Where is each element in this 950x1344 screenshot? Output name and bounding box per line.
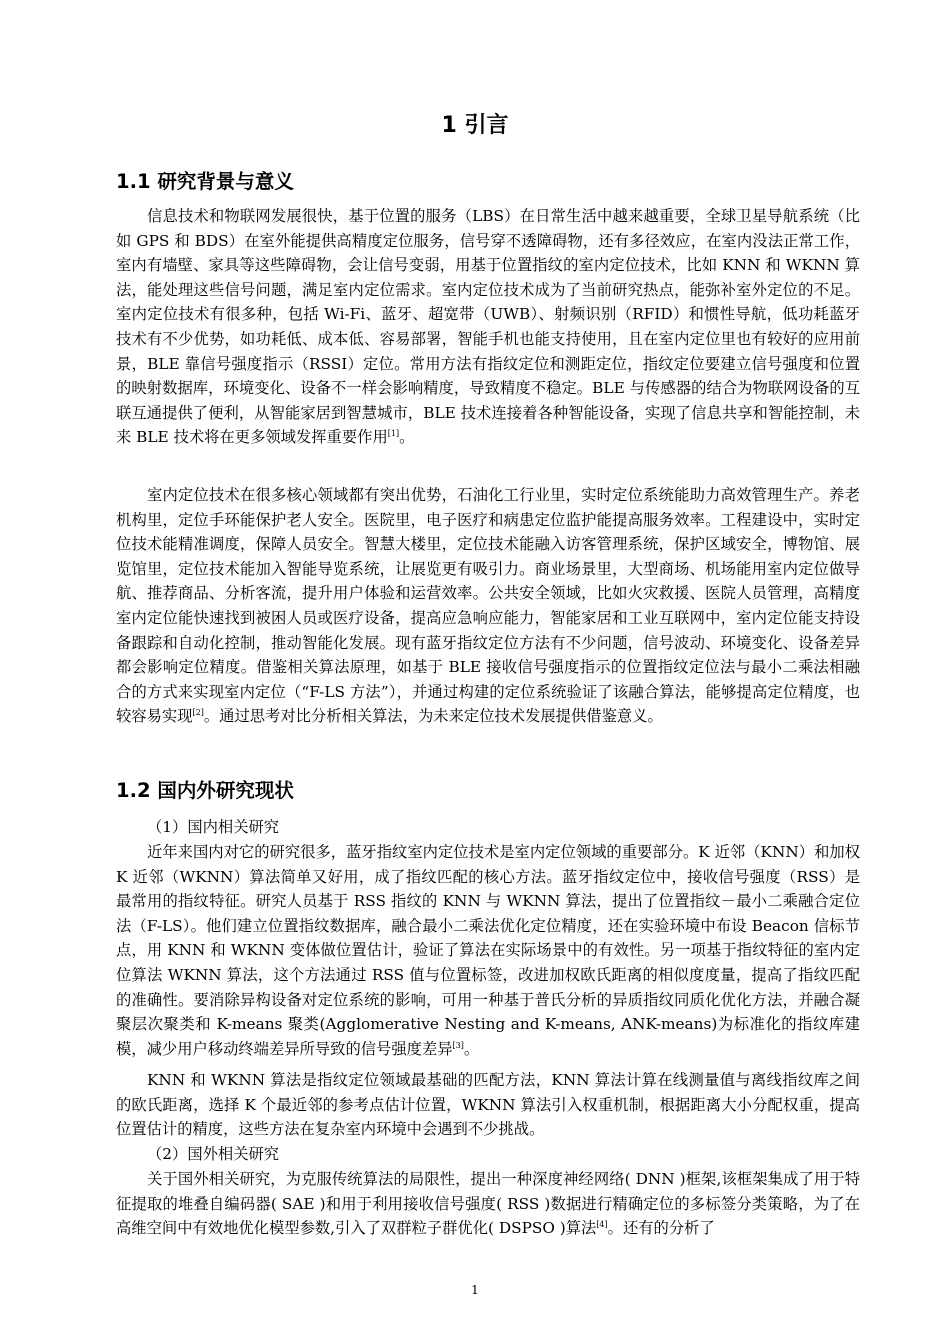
citation-ref: [1] [387, 429, 400, 439]
citation-ref: [4] [596, 1220, 608, 1230]
paragraph-domestic-1 [116, 840, 860, 1061]
paragraph-domestic-2 [116, 1068, 860, 1142]
paragraph-end: 。 [399, 428, 415, 447]
paragraph-end: 。通过思考对比分析相关算法，为未来定位技术发展提供借鉴意义。 [203, 707, 663, 726]
paragraph-text: 近年来国内对它的研究很多，蓝牙指纹室内定位技术是室内定位领域的重要部分。K 近邻（KNN）和加权 K 近邻（WKNN）算法简单又好用，成了指纹匹配的核心方法。蓝牙指纹定位中，接收信号强度（RSS）是最常用的指纹特征。研究人员基于 RSS 指纹的 KNN 与 WKNN 算法，提出了位置指纹－最小二乘融合定位法（F-LS）。他们建立位置指纹数据库，融合最小二乘法优化定位精度，还在实验环境中布设 Beacon 信标节点，用 KNN 和 WKNN 变体做位置估计，验证了算法在实际场景中的有效性。另一项基于指纹特征的室内定位算法 WKNN 算法，这个方法通过 RSS 值与位置标签，改进加权欧氏距离的相似度度量，提高了指纹匹配的准确性。要消除异构设备对定位系统的影响，可用一种基于普氏分析的异质指纹同质化优化方法，并融合凝聚层次聚类和 K-means 聚类(Agglomerative Nesting and K-means, ANK-means)为标准化的指纹库建模，减少用户移动终端差异所导致的信号强度差异 [116, 843, 860, 1058]
subsection-label-foreign: （2）国外相关研究 [147, 1145, 280, 1163]
paragraph-text: 室内定位技术在很多核心领域都有突出优势，石油化工行业里，实时定位系统能助力高效管理生产。养老机构里，定位手环能保护老人安全。医院里，电子医疗和病患定位监护能提高服务效率。工程建设中，实时定位技术能精准调度，保障人员安全。智慧大楼里，定位技术能融入访客管理系统，保护区域安全，博物馆、展览馆里，定位技术能加入智能导览系统，让展览更有吸引力。商业场景里，大型商场、机场能用室内定位做导航、推荐商品、分析客流，提升用户体验和运营效率。公共安全领域，比如火灾救援、医院人员管理，高精度室内定位能快速找到被困人员或医疗设备，提高应急响应能力，智能家居和工业互联网中，室内定位能支持设备跟踪和自动化控制，推动智能化发展。现有蓝牙指纹定位方法有不少问题，信号波动、环境变化、设备差异都会影响定位精度。借鉴相关算法原理，如基于 BLE 接收信号强度指示的位置指纹定位法与最小二乘法相融合的方式来实现室内定位（“F-LS 方法”），并通过构建的定位系统验证了该融合算法，能够提高定位精度，也较容易实现 [116, 486, 860, 726]
paragraph-text: 关于国外相关研究，为克服传统算法的局限性，提出一种深度神经网络( DNN )框架,该框架集成了用于特征提取的堆叠自编码器( SAE )和用于利用接收信号强度( RSS )数据进行精确定位的多标签分类策略，为了在高维空间中有效地优化模型参数,引入了双群粒子群优化( DSPSO )算法 [116, 1170, 860, 1238]
paragraph-text: 信息技术和物联网发展很快，基于位置的服务（LBS）在日常生活中越来越重要，全球卫星导航系统（比如 GPS 和 BDS）在室外能提供高精度定位服务，信号穿不透障碍物，还有多径效应，在室内没法正常工作，室内有墙壁、家具等这些障碍物，会让信号变弱，用基于位置指纹的室内定位技术，比如 KNN 和 WKNN 算法，能处理这些信号问题，满足室内定位需求。室内定位技术成为了当前研究热点，能弥补室外定位的不足。室内定位技术有很多种，包括 Wi-Fi、蓝牙、超宽带（UWB）、射频识别（RFID）和惯性导航，低功耗蓝牙技术有不少优势，如功耗低、成本低、容易部署，智能手机也能支持使用，且在室内定位里也有较好的应用前景，BLE 靠信号强度指示（RSSI）定位。常用方法有指纹定位和测距定位，指纹定位要建立信号强度和位置的映射数据库，环境变化、设备不一样会影响精度，导致精度不稳定。BLE 与传感器的结合为物联网设备的互联互通提供了便利，从智能家居到智慧城市，BLE 技术连接着各种智能设备，实现了信息共享和智能控制，未来 BLE 技术将在更多领域发挥重要作用 [116, 207, 860, 447]
section-title-background: 1.1 研究背景与意义 [116, 170, 294, 193]
subsection-label-domestic: （1）国内相关研究 [147, 818, 280, 836]
paragraph-end: 。还有的分析了 [607, 1219, 715, 1238]
paragraph-background-2 [116, 483, 860, 729]
paragraph-text: KNN 和 WKNN 算法是指纹定位领域最基础的匹配方法，KNN 算法计算在线测量值与离线指纹库之间的欧氏距离，选择 K 个最近邻的参考点估计位置，WKNN 算法引入权重机制，根据距离大小分配权重，提高位置估计的精度，这些方法在复杂室内环境中会遇到不少挑战。 [116, 1071, 860, 1139]
paragraph-background-1 [116, 204, 860, 450]
citation-ref: [2] [192, 708, 204, 718]
chapter-title: 1 引言 [441, 113, 509, 138]
page-number: 1 [471, 1283, 479, 1297]
paragraph-foreign-1 [116, 1167, 860, 1241]
paragraph-end: 。 [463, 1039, 480, 1058]
section-title-status: 1.2 国内外研究现状 [116, 779, 294, 802]
citation-ref: [3] [452, 1040, 464, 1050]
